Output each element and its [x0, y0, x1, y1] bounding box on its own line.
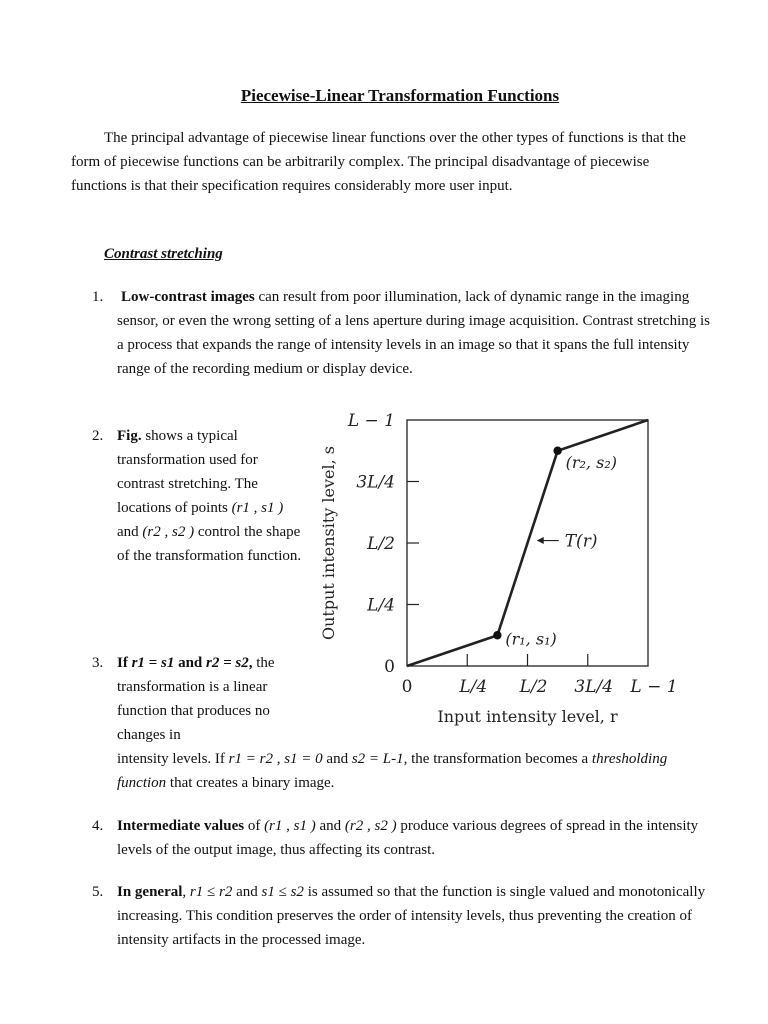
- control-point-label-2: (r₂, s₂): [565, 452, 617, 472]
- y-tick-label: L/4: [367, 595, 395, 616]
- control-point-2: [553, 447, 561, 455]
- section-heading: Contrast stretching: [104, 246, 223, 262]
- point-1-ref: (r1 , s1 ): [231, 500, 284, 516]
- condition-2: s1 ≤ s2: [261, 884, 304, 900]
- list-item-3: [92, 651, 712, 795]
- conjunction: and: [117, 524, 143, 540]
- item-number: 2.: [92, 428, 104, 444]
- item-number: 4.: [92, 818, 104, 834]
- conjunction: and: [232, 884, 262, 900]
- condition-r: r1 = r2: [228, 751, 273, 767]
- item-text: produce various degrees of spread in the intensity levels of the output image, thus affecting its contrast.: [117, 818, 699, 858]
- y-tick-label: 0: [384, 657, 395, 677]
- curve-label: T(r): [564, 531, 598, 552]
- item-number: 3.: [92, 655, 104, 671]
- preposition: of: [244, 818, 265, 834]
- list-item-5: [92, 880, 712, 952]
- control-point-label-1: (r₁, s₁): [505, 629, 557, 649]
- x-tick-label: L/4: [459, 677, 488, 697]
- point-2-ref: (r2 , s2 ): [142, 524, 195, 540]
- item-text: shows a typical transformation used for contrast stretching. The locations of points: [117, 428, 258, 516]
- curve-arrow-head: [537, 537, 544, 544]
- conjunction: and: [315, 818, 345, 834]
- item-number: 1.: [92, 289, 104, 305]
- list-item-4: [92, 814, 712, 862]
- y-tick-label: 3L/4: [356, 472, 395, 493]
- x-axis-label: Input intensity level, r: [437, 707, 618, 726]
- thresholding-term: thresholding function: [117, 751, 668, 791]
- conjunction: and: [322, 751, 352, 767]
- condition-1: r1 = s1: [131, 655, 175, 671]
- item-lead: Intermediate values: [117, 818, 245, 834]
- y-tick-label: L/2: [367, 534, 395, 554]
- separator: ,: [272, 751, 285, 767]
- x-tick-label: L/2: [519, 677, 548, 697]
- condition-s2: s2 = L-1: [351, 751, 404, 767]
- item-lead: Fig.: [117, 428, 142, 444]
- condition-1: r1 ≤ r2: [189, 884, 233, 900]
- punctuation: ,: [182, 884, 190, 900]
- intro-paragraph: The principal advantage of piecewise linear functions over the other types of functions is that the form of piecewise functions can be arbitrarily complex. The principal disadvantage of piecewise functions is that their specification requires considerably more user input.: [71, 130, 686, 194]
- condition-s1: s1 = 0: [284, 751, 323, 767]
- item-text: that creates a binary image.: [166, 775, 335, 791]
- point-1-ref: (r1 , s1 ): [264, 818, 316, 834]
- y-axis-label: Output intensity level, s: [319, 445, 338, 641]
- y-tick-label: L − 1: [347, 411, 395, 431]
- point-2-ref: (r2 , s2 ): [344, 818, 397, 834]
- item-text: can result from poor illumination, lack of dynamic range in the imaging sensor, or even the wrong setting of a lens aperture during image acquisition. Contrast stretching is a process that expands the range of intensity levels in an image so that it spans the full intensity range of the recording medium or display device.: [117, 289, 711, 377]
- item-lead: Low-contrast images: [121, 289, 255, 305]
- item-text: intensity levels. If: [117, 751, 229, 767]
- x-tick-label: 3L/4: [574, 677, 614, 697]
- item-lead: If: [117, 655, 132, 671]
- control-point-1: [493, 631, 501, 639]
- conjunction: and: [174, 655, 207, 671]
- list-item-1: [92, 285, 712, 381]
- item-number: 5.: [92, 884, 104, 900]
- condition-2: r2 = s2: [206, 655, 249, 671]
- item-text-continued: [117, 747, 697, 795]
- item-text: , the transformation becomes a: [403, 751, 592, 767]
- item-lead: In general: [117, 884, 183, 900]
- x-tick-label: 0: [401, 677, 413, 697]
- punctuation: ,: [248, 655, 253, 671]
- item-text: control the shape of the transformation function.: [117, 524, 302, 564]
- item-text: the transformation is a linear function that produces no changes in: [117, 655, 275, 743]
- page-title: Piecewise-Linear Transformation Functions: [240, 86, 560, 105]
- item-text: is assumed so that the function is single valued and monotonically increasing. This condition preserves the order of intensity levels, thus preventing the creation of intensity artifacts in the processed image.: [117, 884, 706, 948]
- x-tick-label: L − 1: [630, 677, 678, 697]
